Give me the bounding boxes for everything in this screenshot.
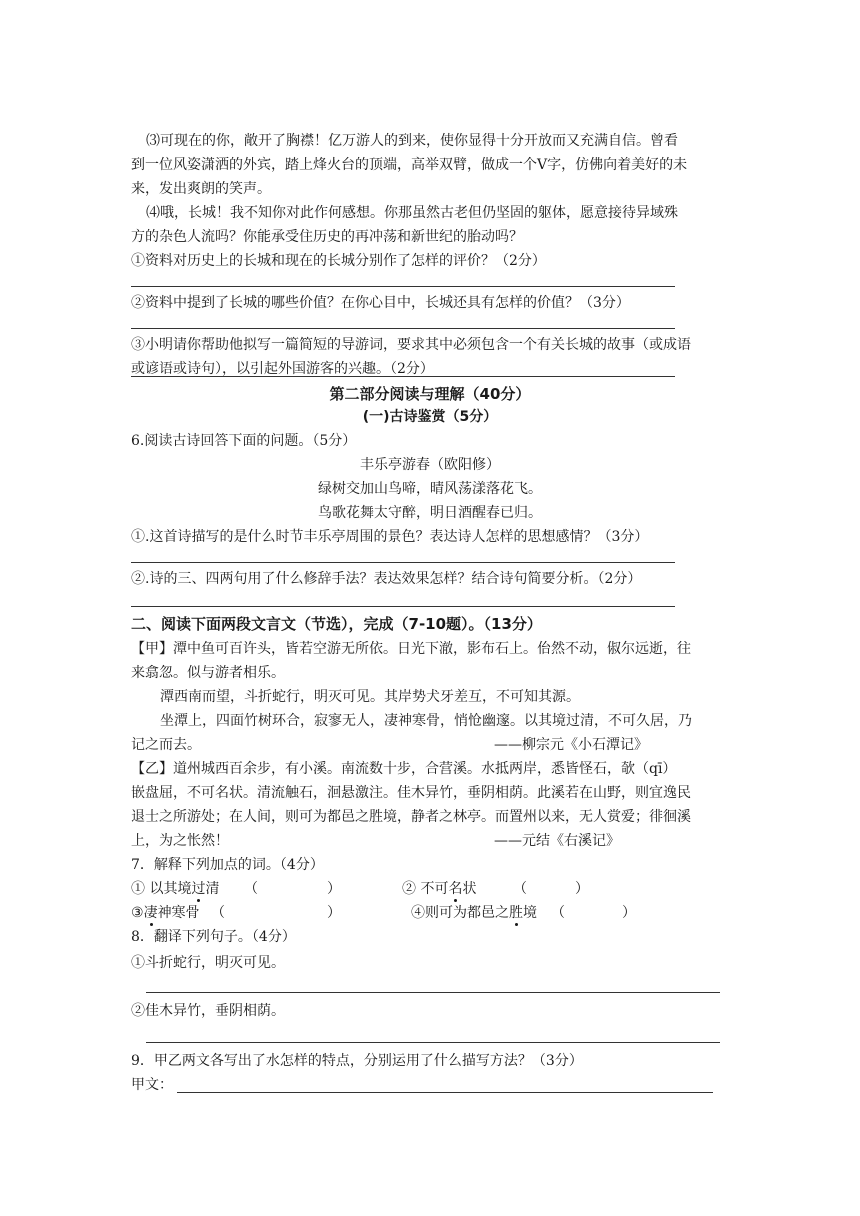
- question-6-2: ②.诗的三、四两句用了什么修辞手法？表达效果怎样？结合诗句简要分析。（2分）: [131, 571, 642, 587]
- answer-line[interactable]: [177, 1092, 713, 1093]
- q7-a-prefix: ① 以其境: [131, 881, 192, 897]
- q7-c-dotted-word: 凄: [143, 905, 158, 921]
- passage-line: 到一位风姿潇洒的外宾，踏上烽火台的顶端，高举双臂，做成一个V字，仿佛向着美好的未: [131, 157, 688, 173]
- answer-line[interactable]: [131, 286, 675, 287]
- q9-jia-label: 甲文：: [131, 1077, 173, 1093]
- q7-d-paren-close: ）: [622, 905, 636, 921]
- q7-d-suffix: 境: [523, 905, 537, 921]
- q7-b-paren-close: ）: [575, 881, 589, 897]
- poem-line: 鸟歌花舞太守醉，明日酒醒春已归。: [318, 505, 542, 521]
- q7-item-b: [402, 880, 476, 898]
- q7-b-suffix: 状: [462, 881, 477, 897]
- q7-item-d: [411, 904, 537, 922]
- answer-line[interactable]: [131, 328, 675, 329]
- q7-item-c: [131, 904, 200, 922]
- q7-item-a: [131, 880, 219, 898]
- text-jia-line: 坐潭上，四面竹树环合，寂寥无人，凄神寒骨，悄怆幽邃。以其境过清，不可久居，乃: [160, 713, 692, 729]
- answer-line[interactable]: [131, 562, 675, 563]
- q7-a-paren-open: （: [244, 881, 258, 897]
- question-5-3-cont: 或谚语或诗句），以引起外国游客的兴趣。（2分）: [131, 361, 434, 377]
- question-6-1: ①.这首诗描写的是什么时节丰乐亭周围的景色？表达诗人怎样的思想感情？（3分）: [131, 529, 649, 545]
- q7-d-prefix: ④则可为都邑之: [411, 905, 509, 921]
- text-yi-source: ——元结《右溪记》: [494, 833, 620, 849]
- passage-line: ⑷哦，长城！我不知你对此作何感想。你那虽然古老但仍坚固的躯体，愿意接待异域殊: [146, 205, 678, 221]
- question-7: 7．解释下列加点的词。（4分）: [131, 857, 324, 873]
- q7-a-dotted-word: 过: [191, 881, 206, 897]
- answer-line[interactable]: [131, 376, 675, 377]
- q7-c-suffix: 神寒骨: [157, 905, 200, 921]
- poem-line: 绿树交加山鸟啼，晴风荡漾落花飞。: [318, 481, 542, 497]
- q8-sentence-2: ②佳木异竹，垂阴相荫。: [131, 1003, 285, 1019]
- text-jia-source: ——柳宗元《小石潭记》: [494, 737, 648, 753]
- text-jia-line: 潭西南而望，斗折蛇行，明灭可见。其岸势犬牙差互，不可知其源。: [160, 689, 580, 705]
- question-6: 6.阅读古诗回答下面的问题。（5分）: [131, 433, 357, 449]
- q7-b-prefix: ② 不可: [402, 881, 449, 897]
- text-yi-line: 嵌盘屈，不可名状。清流触石，洄悬激注。佳木异竹，垂阴相荫。此溪若在山野，则宜逸民: [131, 785, 691, 801]
- question-8: 8．翻译下列句子。（4分）: [131, 929, 296, 945]
- section-2-title: 二、阅读下面两段文言文（节选），完成（7-10题）。（13分）: [131, 615, 542, 633]
- text-jia-line: 记之而去。: [131, 737, 201, 753]
- q7-d-paren-open: （: [551, 905, 565, 921]
- text-jia-line: 来翕忽。似与游者相乐。: [131, 665, 285, 681]
- text-yi-line: 【乙】道州城西百余步，有小溪。南流数十步，合营溪。水抵两岸，悉皆怪石，欹（qī）: [131, 761, 677, 777]
- q7-c-paren-close: ）: [327, 905, 341, 921]
- q7-a-paren-close: ）: [327, 881, 341, 897]
- part2-subtitle: (一)古诗鉴赏（5分）: [362, 409, 498, 425]
- question-5-2: ②资料中提到了长城的哪些价值？在你心目中，长城还具有怎样的价值？（3分）: [131, 295, 630, 311]
- text-yi-line: 退士之所游处；在人间，则可为都邑之胜境，静者之林亭。而置州以来，无人赏爱；徘徊溪: [131, 809, 691, 825]
- question-9: 9．甲乙两文各写出了水怎样的特点，分别运用了什么描写方法？（3分）: [131, 1053, 583, 1069]
- answer-line[interactable]: [131, 606, 675, 607]
- answer-line[interactable]: [146, 1042, 720, 1043]
- q8-sentence-1: ①斗折蛇行，明灭可见。: [131, 955, 285, 971]
- poem-title: 丰乐亭游春（欧阳修）: [360, 457, 500, 473]
- question-5-1: ①资料对历史上的长城和现在的长城分别作了怎样的评价？（2分）: [131, 253, 546, 269]
- passage-line: 方的杂色人流吗？你能承受住历史的再冲荡和新世纪的胎动吗？: [131, 229, 523, 245]
- q7-d-dotted-word: 胜: [509, 905, 523, 921]
- q7-c-prefix: ③: [131, 905, 144, 921]
- passage-line: ⑶可现在的你，敞开了胸襟！亿万游人的到来，使你显得十分开放而又充满自信。曾看: [146, 133, 678, 149]
- text-yi-line: 上，为之怅然！: [131, 833, 229, 849]
- answer-line[interactable]: [146, 992, 720, 993]
- q7-c-paren-open: （: [211, 905, 225, 921]
- text-jia-line: 【甲】潭中鱼可百许头，皆若空游无所依。日光下澈，影布石上。佁然不动，俶尔远逝，往: [131, 641, 691, 657]
- passage-line: 来，发出爽朗的笑声。: [131, 181, 271, 197]
- q7-b-paren-open: （: [513, 881, 527, 897]
- part2-title: 第二部分阅读与理解（40分）: [329, 385, 531, 403]
- q7-a-suffix: 清: [205, 881, 220, 897]
- question-5-3: ③小明请你帮助他拟写一篇简短的导游词，要求其中必须包含一个有关长城的故事（或成语: [131, 337, 691, 353]
- q7-b-dotted-word: 名: [448, 881, 463, 897]
